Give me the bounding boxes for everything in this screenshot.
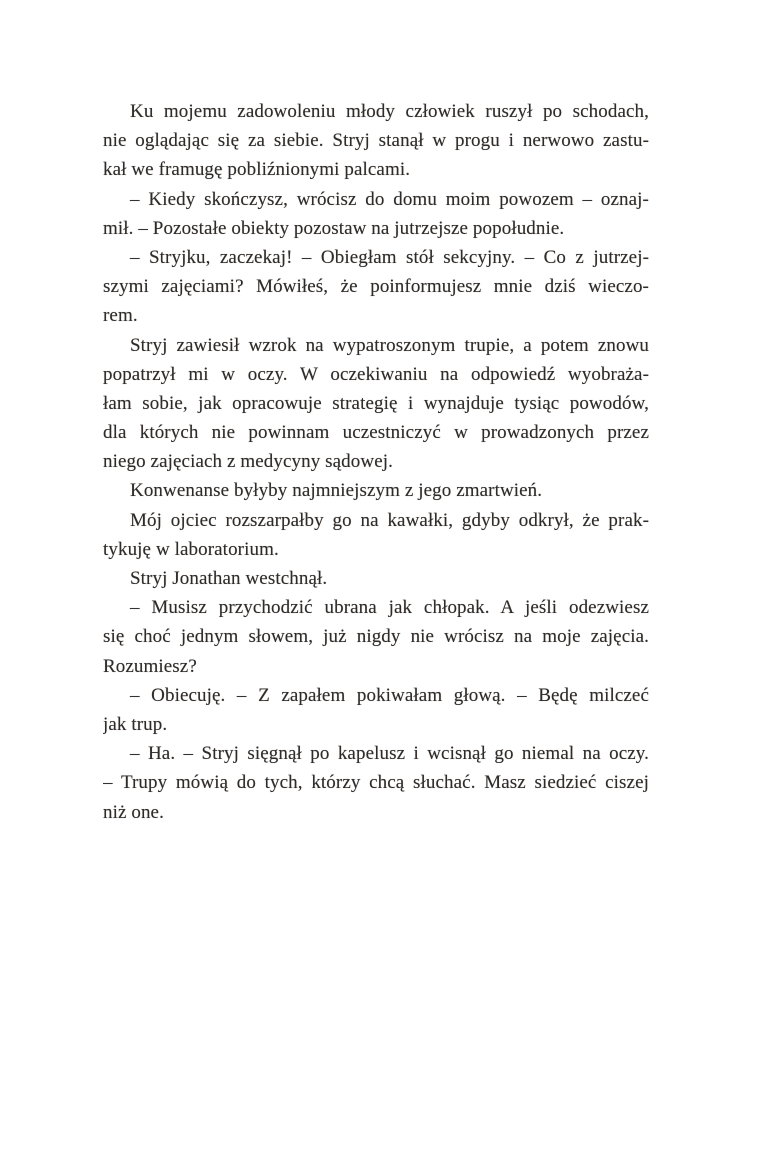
text-line: – Ha. – Stryj sięgnął po kapelusz i wcisnął go niemal na oczy. [130,743,649,765]
text-line: nie oglądając się za siebie. Stryj stanął w progu i nerwowo zastu- [103,130,649,152]
text-line: tykuję w laboratorium. [103,538,279,560]
text-line: Stryj zawiesił wzrok na wypatroszonym trupie, a potem znowu [130,334,649,356]
paragraph [103,243,649,331]
text-line: – Stryjku, zaczekaj! – Obiegłam stół sekcyjny. – Co z jutrzej- [130,246,649,268]
text-line: Rozumiesz? [103,655,197,677]
paragraph [103,185,649,243]
text-line: niego zajęciach z medycyny sądowej. [103,451,393,473]
paragraph [103,593,649,681]
text-line: dla których nie powinnam uczestniczyć w prowadzonych przez [103,422,649,444]
paragraph [103,739,649,827]
text-line: – Obiecuję. – Z zapałem pokiwałam głową. – Będę milczeć [130,684,649,706]
paragraph [103,331,649,477]
text-line: się choć jednym słowem, już nigdy nie wrócisz na moje zajęcia. [103,626,649,648]
text-line: kał we framugę pobliźnionymi palcami. [103,159,411,181]
text-line: – Kiedy skończysz, wrócisz do domu moim powozem – oznaj- [130,188,649,210]
text-line: – Musisz przychodzić ubrana jak chłopak. A jeśli odezwiesz [130,597,649,619]
text-line: łam sobie, jak opracowuje strategię i wynajduje tysiąc powodów, [103,392,649,414]
paragraph [103,476,649,505]
text-line: szymi zajęciami? Mówiłeś, że poinformujesz mnie dziś wieczo- [103,276,649,298]
text-line: jak trup. [103,713,168,735]
paragraph [103,564,649,593]
paragraph [103,681,649,739]
text-line: popatrzył mi w oczy. W oczekiwaniu na odpowiedź wyobraża- [103,363,649,385]
page-text-block [103,97,649,827]
text-line: rem. [103,305,138,327]
paragraph [103,97,649,185]
text-line: niż one. [103,801,164,823]
text-line: Konwenanse byłyby najmniejszym z jego zmartwień. [130,480,543,502]
text-line: Mój ojciec rozszarpałby go na kawałki, gdyby odkrył, że prak- [130,509,649,531]
text-line: mił. – Pozostałe obiekty pozostaw na jutrzejsze popołudnie. [103,217,565,239]
text-line: Ku mojemu zadowoleniu młody człowiek ruszył po schodach, [130,101,649,122]
text-line: – Trupy mówią do tych, którzy chcą słuchać. Masz siedzieć ciszej [103,772,649,794]
paragraph [103,506,649,564]
text-line: Stryj Jonathan westchnął. [130,568,328,589]
